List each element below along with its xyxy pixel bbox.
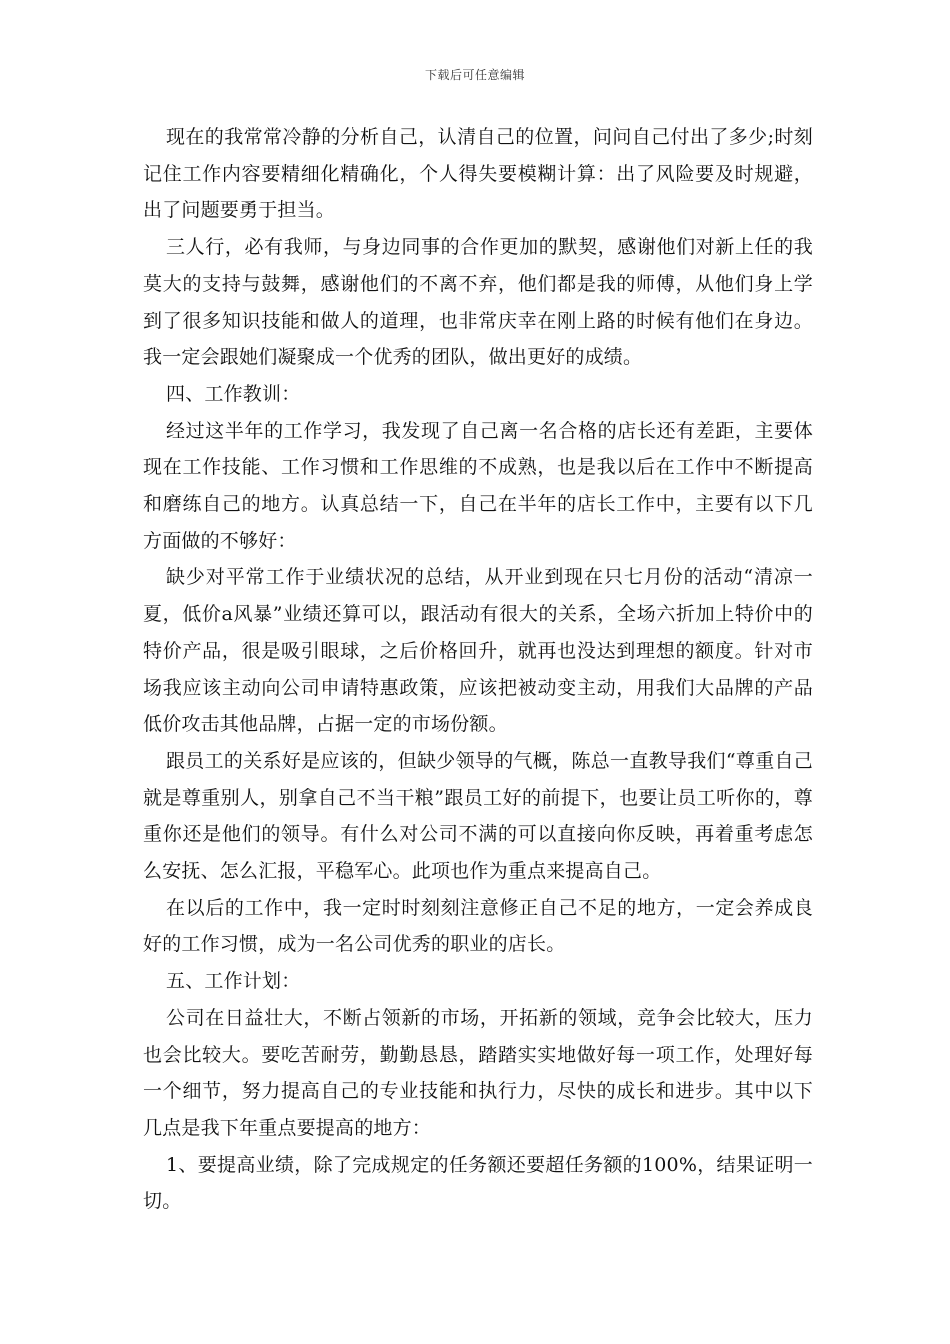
paragraph-plan-intro: 公司在日益壮大，不断占领新的市场，开拓新的领域，竞争会比较大，压力也会比较大。要吃苦耐劳，勤勤恳恳，踏踏实实地做好每一项工作，处理好每一个细节，努力提高自己的专业技能和执行力，尽快的成长和进步。其中以下几点是我下年重点要提高的地方： (143, 1006, 813, 1139)
paragraph-future-commitment: 在以后的工作中，我一定时时刻刻注意修正自己不足的地方，一定会养成良好的工作习惯，成为一名公司优秀的职业的店长。 (143, 896, 813, 956)
paragraph-plan-item-1: 1、要提高业绩，除了完成规定的任务额还要超任务额的100%，结果证明一切。 (143, 1153, 813, 1213)
paragraph-self-analysis: 现在的我常常冷静的分析自己，认清自己的位置，问问自己付出了多少;时刻记住工作内容要精细化精确化，个人得失要模糊计算：出了风险要及时规避，出了问题要勇于担当。 (143, 126, 813, 222)
section-heading-plan: 五、工作计划： (166, 970, 301, 993)
paragraph-lessons-intro: 经过这半年的工作学习，我发现了自己离一名合格的店长还有差距，主要体现在工作技能、工作习惯和工作思维的不成熟，也是我以后在工作中不断提高和磨练自己的地方。认真总结一下，自己在半年的店长工作中，主要有以下几方面做的不够好： (143, 419, 813, 552)
page-header-note: 下载后可任意编辑 (424, 68, 525, 82)
paragraph-staff-relations: 跟员工的关系好是应该的，但缺少领导的气概，陈总一直教导我们“尊重自己就是尊重别人，别拿自己不当干粮”跟员工好的前提下，也要让员工听你的，尊重你还是他们的领导。有什么对公司不满的可以直接向你反映，再着重考虑怎么安抚、怎么汇报，平稳军心。此项也作为重点来提高自己。 (143, 749, 813, 883)
document-body (143, 119, 813, 1220)
paragraph-performance-summary: 缺少对平常工作于业绩状况的总结，从开业到现在只七月份的活动“清凉一夏，低价a风暴”业绩还算可以，跟活动有很大的关系，全场六折加上特价中的特价产品，很是吸引眼球，之后价格回升，就再也没达到理想的额度。针对市场我应该主动向公司申请特惠政策，应该把被动变主动，用我们大品牌的产品低价攻击其他品牌，占据一定的市场份额。 (143, 566, 813, 736)
paragraph-colleagues: 三人行，必有我师，与身边同事的合作更加的默契，感谢他们对新上任的我莫大的支持与鼓舞，感谢他们的不离不弃，他们都是我的师傅，从他们身上学到了很多知识技能和做人的道理，也非常庆幸在刚上路的时候有他们在身边。我一定会跟她们凝聚成一个优秀的团队，做出更好的成绩。 (143, 236, 813, 369)
section-heading-lessons: 四、工作教训： (166, 382, 301, 405)
